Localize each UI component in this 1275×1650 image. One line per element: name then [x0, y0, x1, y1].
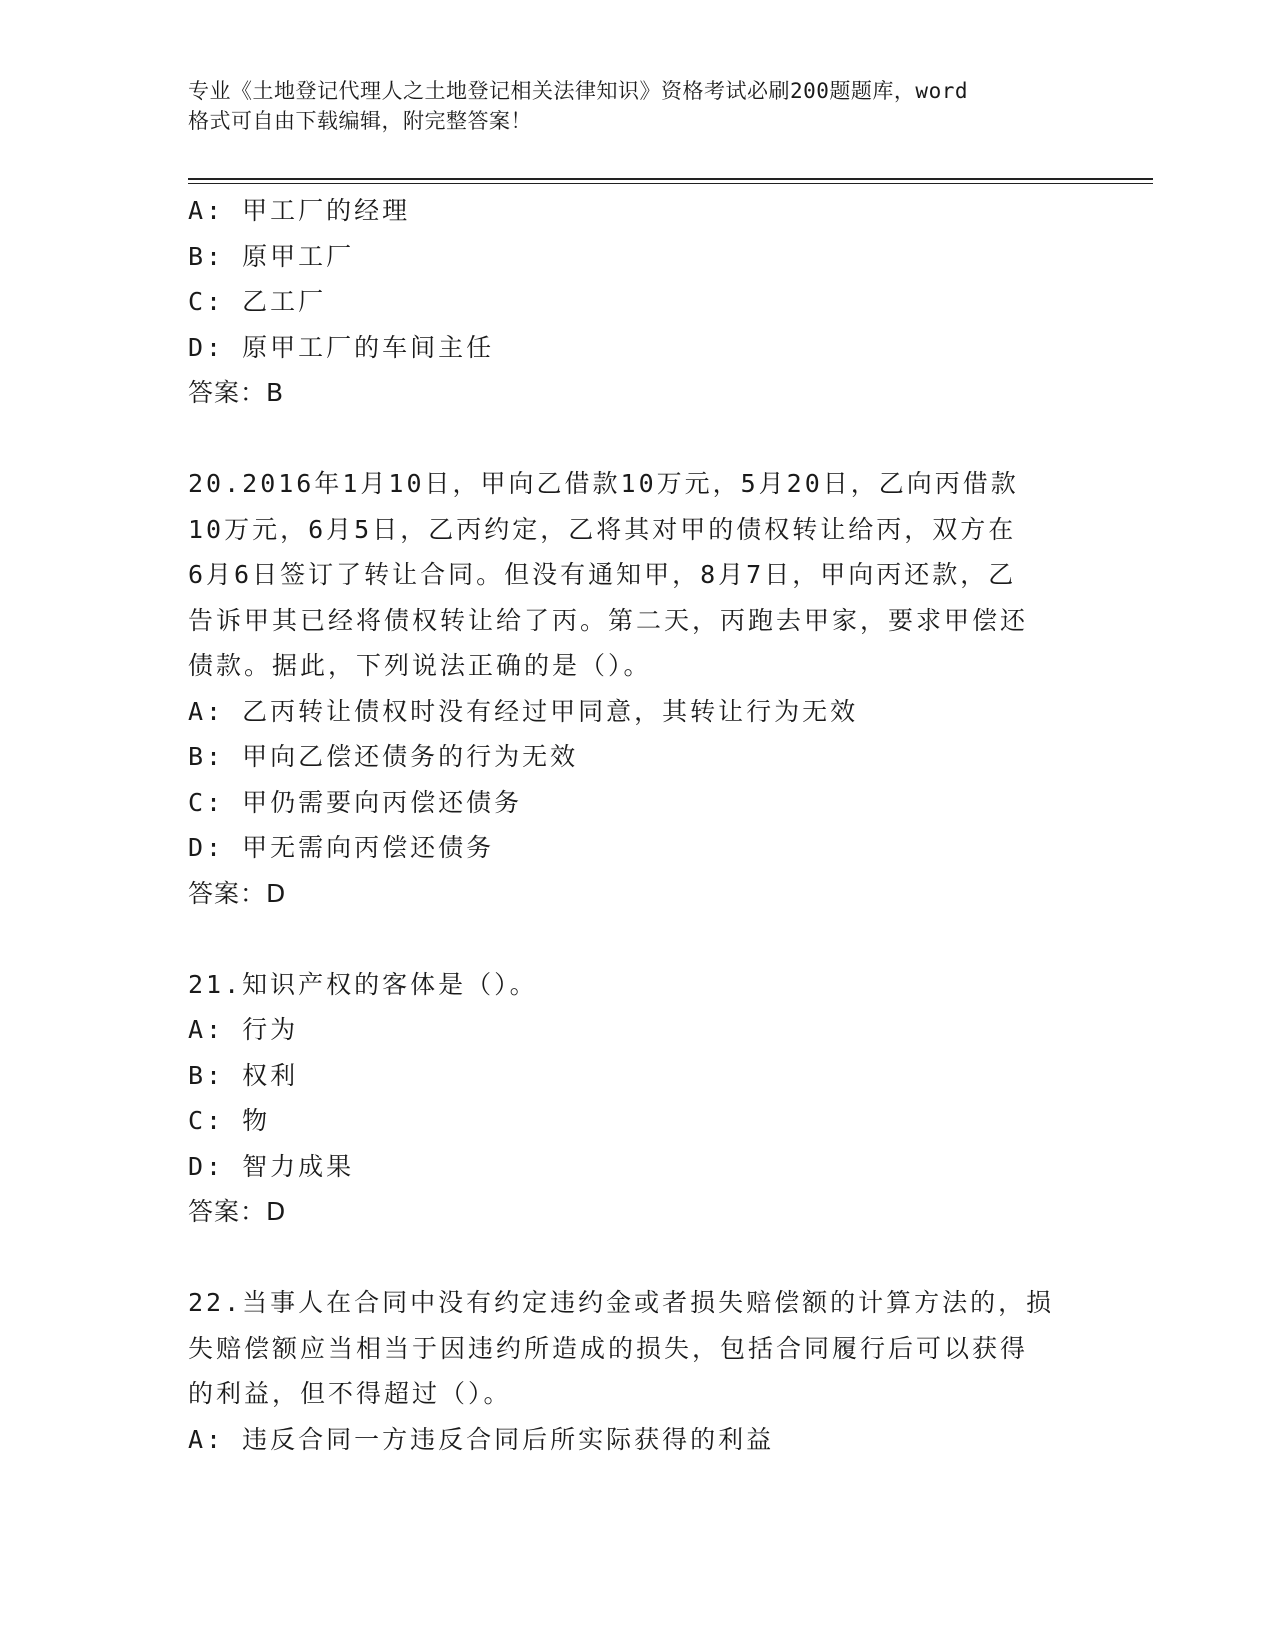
option-a: A: 违反合同一方违反合同后所实际获得的利益: [188, 1424, 775, 1454]
option-d: D: 甲无需向丙偿还债务: [188, 833, 495, 862]
header-line-2: 格式可自由下载编辑，附完整答案！: [188, 109, 532, 133]
spacer: [188, 916, 1068, 962]
answer: 答案：D: [188, 1197, 287, 1226]
answer: 答案：B: [188, 378, 285, 407]
spacer: [188, 1235, 1068, 1281]
question-content: [188, 188, 1068, 1462]
spacer: [188, 416, 1068, 462]
question-stem-line: 的利益，但不得超过（）。: [188, 1379, 512, 1408]
question-stem-line: 22.当事人在合同中没有约定违约金或者损失赔偿额的计算方法的，损: [188, 1288, 1055, 1317]
question-stem-line: 债款。据此，下列说法正确的是（）。: [188, 651, 652, 680]
option-d: D: 智力成果: [188, 1151, 355, 1181]
option-c: C: 甲仍需要向丙偿还债务: [188, 787, 523, 817]
question-20: [188, 461, 1068, 916]
option-b: B: 权利: [188, 1060, 299, 1090]
option-b: B: 原甲工厂: [188, 241, 355, 271]
option-a: A: 乙丙转让债权时没有经过甲同意，其转让行为无效: [188, 696, 859, 726]
header-line-1: 专业《土地登记代理人之土地登记相关法律知识》资格考试必刷200题题库，word: [188, 79, 968, 103]
question-stem-line: 20.2016年1月10日，甲向乙借款10万元，5月20日，乙向丙借款: [188, 469, 1019, 498]
option-d: D: 原甲工厂的车间主任: [188, 332, 495, 362]
option-a: A: 甲工厂的经理: [188, 196, 411, 225]
option-b: B: 甲向乙偿还债务的行为无效: [188, 742, 579, 771]
header-divider-thin: [188, 183, 1153, 184]
question-stem-line: 10万元，6月5日，乙丙约定，乙将其对甲的债权转让给丙，双方在: [188, 514, 1017, 544]
option-c: C: 物: [188, 1106, 271, 1135]
header-divider-thick: [188, 178, 1153, 180]
option-c: C: 乙工厂: [188, 287, 327, 316]
question-21: [188, 962, 1068, 1235]
question-19-tail: [188, 188, 1068, 416]
document-header: [188, 76, 1088, 136]
question-stem-line: 6月6日签订了转让合同。但没有通知甲，8月7日，甲向丙还款，乙: [188, 560, 1017, 589]
question-stem-line: 失赔偿额应当相当于因违约所造成的损失，包括合同履行后可以获得: [188, 1333, 1029, 1363]
option-a: A: 行为: [188, 1015, 299, 1044]
question-22: [188, 1280, 1068, 1462]
question-stem-line: 告诉甲其已经将债权转让给了丙。第二天，丙跑去甲家，要求甲偿还: [188, 605, 1029, 635]
answer: 答案：D: [188, 878, 287, 908]
question-stem-line: 21.知识产权的客体是（）。: [188, 969, 538, 999]
